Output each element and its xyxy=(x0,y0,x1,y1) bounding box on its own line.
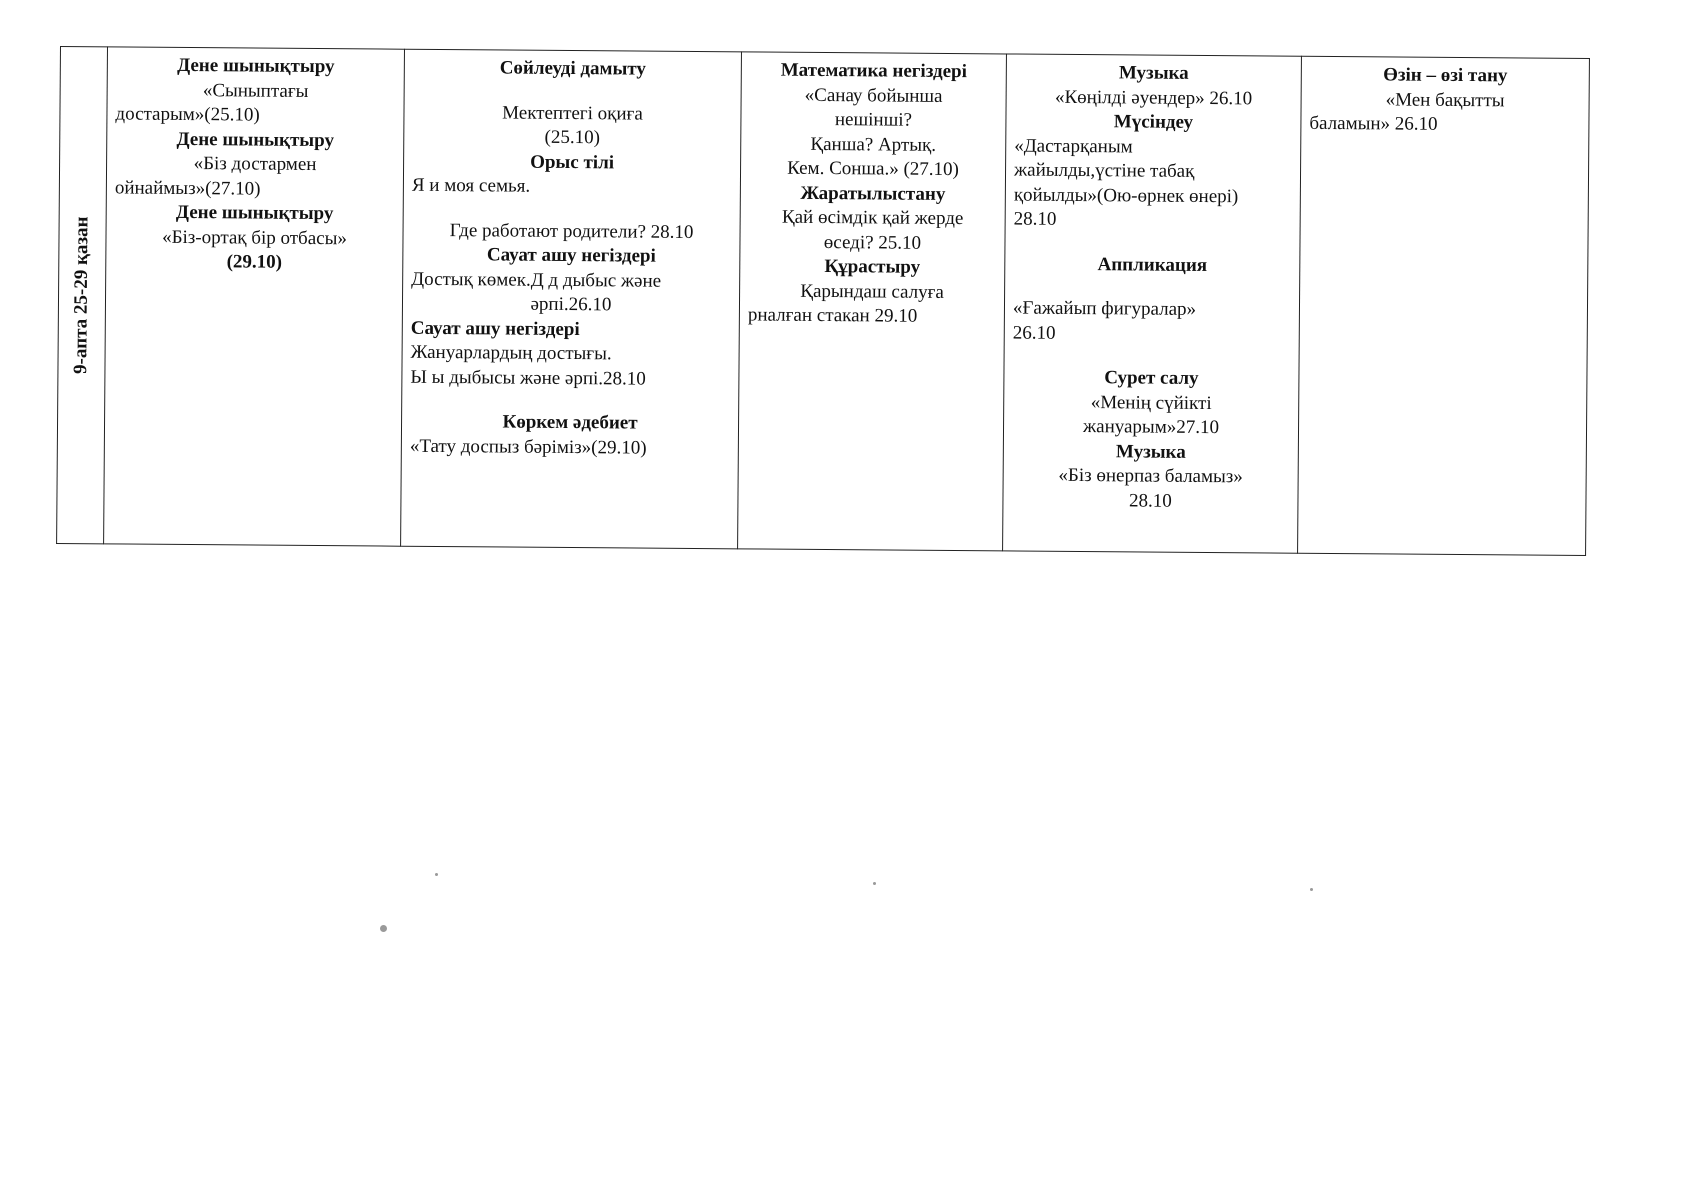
subject-heading: Мүсіндеу xyxy=(1113,111,1194,133)
topic-text: достарым»(25.10) xyxy=(115,103,260,126)
arts-music-cell xyxy=(1003,54,1302,553)
weekly-plan-table xyxy=(56,46,1590,556)
spacer xyxy=(1013,232,1291,254)
table-row xyxy=(57,47,1590,556)
topic-text: қойылды»(Ою-өрнек өнері) xyxy=(1013,183,1239,207)
topic-text: Мектептегі оқиға xyxy=(502,101,643,125)
subject-heading: Музыка xyxy=(1115,440,1186,463)
topic-text: өседі? 25.10 xyxy=(823,231,922,254)
topic-text: «Ғажайып фигуралар» xyxy=(1012,297,1197,320)
subject-heading: Өзін – өзі тану xyxy=(1383,64,1508,87)
topic-text: «Менің сүйікті xyxy=(1090,391,1212,414)
topic-text: «Санау бойынша xyxy=(804,84,943,107)
topic-text: Где работают родители? 28.10 xyxy=(449,219,694,243)
spacer xyxy=(410,390,730,413)
topic-text: «Біз-ортақ бір отбасы» xyxy=(162,226,347,249)
scan-speck xyxy=(435,873,438,876)
topic-text: Жануарлардың достығы. xyxy=(410,341,612,365)
speech-literacy-cell xyxy=(401,49,742,549)
math-nature-cell xyxy=(738,52,1007,551)
subject-heading: Сөйлеуді дамыту xyxy=(499,57,647,80)
subject-heading: Дене шынықтыру xyxy=(177,54,335,78)
topic-text: Қарындаш салуға xyxy=(800,280,944,303)
topic-text: «Көңілді әуендер» 26.10 xyxy=(1054,86,1253,109)
scan-speck xyxy=(873,882,876,885)
week-label: 9-апта 25-29 қазан xyxy=(70,216,93,374)
topic-text: 26.10 xyxy=(1012,321,1056,344)
topic-text: «Дастарқаным xyxy=(1014,134,1133,157)
spacer xyxy=(1013,276,1291,298)
scan-speck xyxy=(1310,888,1313,891)
topic-text: әрпі.26.10 xyxy=(530,293,612,316)
topic-text: Қанша? Артық. xyxy=(810,133,937,156)
topic-text: баламын» 26.10 xyxy=(1309,112,1438,135)
subject-heading: Сауат ашу негіздері xyxy=(486,244,656,267)
topic-text: жануарым»27.10 xyxy=(1082,416,1220,439)
subject-heading: Сурет салу xyxy=(1104,367,1199,389)
topic-text: Я и моя семья. xyxy=(411,174,531,197)
topic-text: «Сыныптағы xyxy=(202,79,309,102)
topic-text: нешінші? xyxy=(834,109,913,131)
subject-heading: (29.10) xyxy=(226,251,283,273)
subject-heading: Сауат ашу негіздері xyxy=(410,317,580,340)
topic-text: «Біз өнерпаз баламыз» xyxy=(1058,464,1243,488)
spacer xyxy=(413,80,733,103)
subject-heading: Орыс тілі xyxy=(530,151,615,173)
topic-text: рналған стакан 29.10 xyxy=(747,304,918,327)
subject-heading: Жаратылыстану xyxy=(800,182,946,205)
subject-heading: Дене шынықтыру xyxy=(175,201,334,225)
subject-heading: Математика негіздері xyxy=(780,59,968,83)
topic-text: Қай өсімдік қай жерде xyxy=(781,206,964,230)
self-knowledge-cell xyxy=(1298,56,1590,555)
topic-text: Достық көмек.Д д дыбыс және xyxy=(411,268,662,292)
topic-text: жайылды,үстіне табақ xyxy=(1013,159,1195,182)
topic-text: ойнаймыз»(27.10) xyxy=(114,176,261,200)
subject-heading: Аппликация xyxy=(1097,253,1208,276)
physical-education-cell xyxy=(104,47,405,546)
subject-heading: Құрастыру xyxy=(824,256,921,278)
subject-heading: Көркем әдебиет xyxy=(502,411,638,434)
subject-heading: Музыка xyxy=(1118,62,1189,84)
topic-text: «Біз достармен xyxy=(193,153,317,176)
topic-text: 28.10 xyxy=(1129,489,1172,512)
topic-text: Кем. Сонша.» (27.10) xyxy=(787,157,959,181)
spacer xyxy=(412,198,732,221)
scan-speck xyxy=(380,925,387,932)
spacer xyxy=(1013,345,1291,367)
topic-text: «Мен бақытты xyxy=(1385,88,1505,111)
week-cell xyxy=(57,47,108,544)
topic-text: (25.10) xyxy=(544,126,601,149)
topic-text: 28.10 xyxy=(1013,208,1057,230)
topic-text: «Тату доспыз бәріміз»(29.10) xyxy=(409,435,647,459)
subject-heading: Дене шынықтыру xyxy=(176,128,335,151)
topic-text: Ы ы дыбысы және әрпі.28.10 xyxy=(410,366,646,390)
